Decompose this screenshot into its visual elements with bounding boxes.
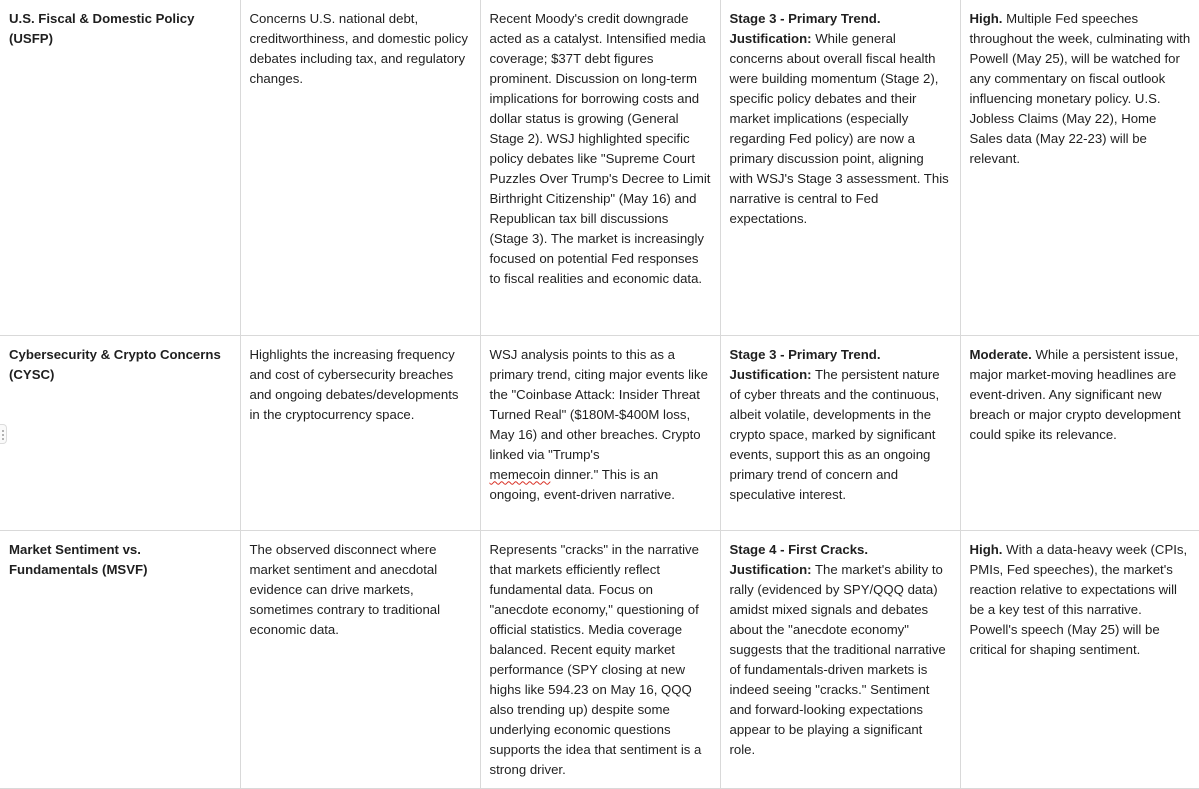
description-cell: The observed disconnect where market sentiment and anecdotal evidence can drive markets, sometimes contrary to traditional economic data. [240, 530, 480, 788]
evidence-cell: Recent Moody's credit downgrade acted as a catalyst. Intensified media coverage; $37T debt figures prominent. Discussion on long-term implications for borrowing costs and dollar status is growing (General Stage 2). WSJ highlighted specific policy debates like "Supreme Court Puzzles Over Trump's Decree to Limit Birthright Citizenship" (May 16) and Republican tax bill discussions (Stage 3). The market is increasingly focused on potential Fed responses to fiscal realities and economic data. [480, 0, 720, 335]
outlook-text: Multiple Fed speeches throughout the week, culminating with Powell (May 25), will be watched for any commentary on fiscal outlook influencing monetary policy. U.S. Jobless Claims (May 22), Home Sales data (May 22-23) will be relevant. [969, 11, 1191, 166]
table-row [0, 0, 1199, 335]
table-row [0, 335, 1199, 530]
spellcheck-flagged-word[interactable]: memecoin [489, 466, 551, 482]
outlook-label: Moderate. [969, 346, 1032, 362]
outlook-text: While a persistent issue, major market-moving headlines are event-driven. Any significant new breach or major crypto development could spike its relevance. [969, 346, 1181, 442]
stage-cell [720, 335, 960, 530]
description-cell: Concerns U.S. national debt, creditworthiness, and domestic policy debates including tax, and regulatory changes. [240, 0, 480, 335]
evidence-text: WSJ analysis points to this as a primary trend, citing major events like the "Coinbase Attack: Insider Threat Turned Real" ($180M-$400M loss, May 16) and other breaches. Crypto linked via "Trump's [489, 346, 708, 462]
stage-text: While general concerns about overall fiscal health were building momentum (Stage 2), specific policy debates and their market implications (especially regarding Fed policy) are now a primary discussion point, aligning with WSJ's Stage 3 assessment. This narrative is central to Fed expectations. [729, 31, 949, 226]
evidence-cell: Represents "cracks" in the narrative that markets efficiently reflect fundamental data. Focus on "anecdote economy," questioning of official statistics. Media coverage balanced. Recent equity market performance (SPY closing at new highs like 594.23 on May 16, QQQ also trending up) despite some underlying economic questions supports the idea that sentiment is a strong driver. [480, 530, 720, 788]
outlook-cell [960, 0, 1199, 335]
narrative-name-cell: Cybersecurity & Crypto Concerns (CYSC) [0, 335, 240, 530]
justification-label: Justification: [729, 366, 812, 382]
stage-text: The persistent nature of cyber threats and the continuous, albeit volatile, developments in the crypto space, marked by significant events, support this as an ongoing primary trend of concern and speculative interest. [729, 366, 940, 502]
stage-label: Stage 3 - Primary Trend. [729, 346, 881, 362]
table-row [0, 530, 1199, 788]
stage-cell [720, 0, 960, 335]
outlook-label: High. [969, 11, 1003, 26]
stage-text: The market's ability to rally (evidenced by SPY/QQQ data) amidst mixed signals and debates about the "anecdote economy" suggests that the traditional narrative of fundamentals-driven markets is indeed seeing "cracks." Sentiment and forward-looking expectations appear to be playing a significant role. [729, 561, 946, 757]
evidence-text: dinner." This is an ongoing, event-driven narrative. [489, 466, 675, 502]
narrative-name-cell: Market Sentiment vs. Fundamentals (MSVF) [0, 530, 240, 788]
stage-cell [720, 530, 960, 788]
justification-label: Justification: [729, 31, 812, 46]
description-cell: Highlights the increasing frequency and cost of cybersecurity breaches and ongoing debates/developments in the cryptocurrency space. [240, 335, 480, 530]
outlook-label: High. [969, 541, 1003, 557]
evidence-cell [480, 335, 720, 530]
outlook-cell [960, 530, 1199, 788]
row-drag-handle[interactable] [0, 424, 7, 444]
stage-label: Stage 3 - Primary Trend. [729, 11, 881, 26]
narrative-name-cell: U.S. Fiscal & Domestic Policy (USFP) [0, 0, 240, 335]
outlook-cell [960, 335, 1199, 530]
outlook-text: With a data-heavy week (CPIs, PMIs, Fed speeches), the market's reaction relative to expectations will be a key test of this narrative. Powell's speech (May 25) will be critical for shaping sentiment. [969, 541, 1188, 657]
stage-label: Stage 4 - First Cracks. Justification: [729, 541, 869, 577]
